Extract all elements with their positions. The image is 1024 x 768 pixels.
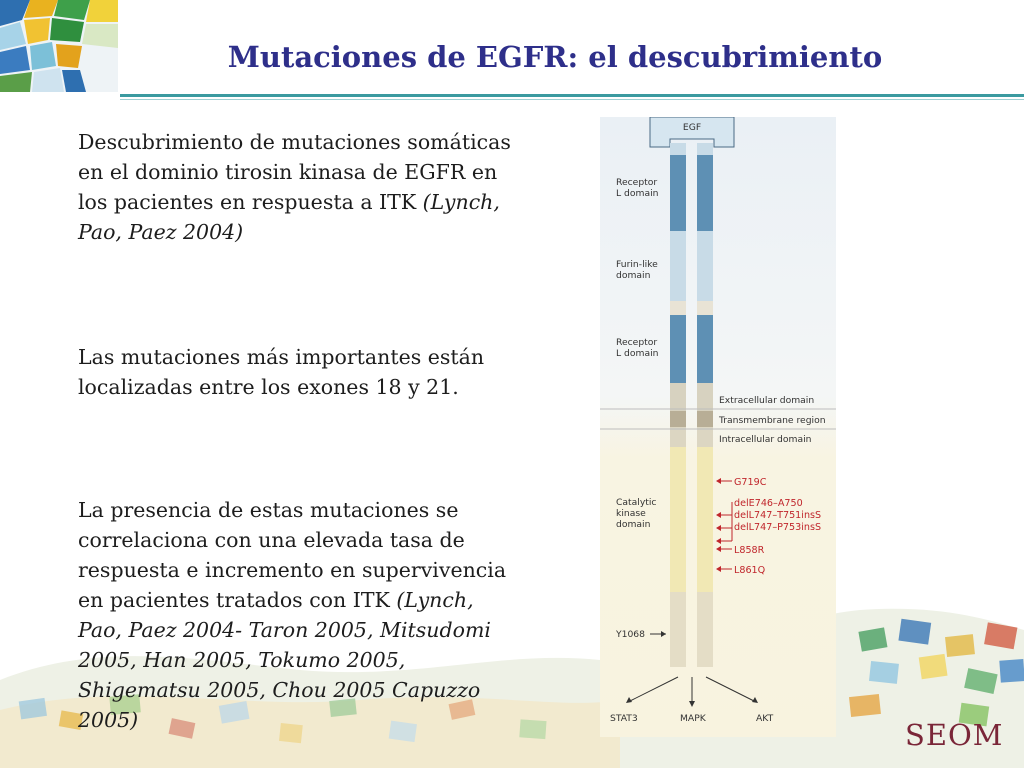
mosaic-decoration-top	[0, 0, 118, 92]
paragraph-text: La presencia de estas mutaciones se correlaciona con una elevada tasa de respuesta e incremento en supervivencia en pacientes tratados con ITK	[78, 498, 507, 612]
paragraph-exons	[78, 342, 518, 402]
label-receptor-l-domain-1: Receptor L domain	[616, 177, 659, 199]
paragraph-text: Las mutaciones más importantes están localizadas entre los exones 18 y 21.	[78, 345, 485, 399]
slide-title: Mutaciones de EGFR: el descubrimiento	[227, 40, 883, 74]
paragraph-discovery	[78, 127, 518, 247]
label-extracellular-domain: Extracellular domain	[719, 395, 815, 406]
pathway-mapk: MAPK	[680, 713, 706, 724]
mutation-g719c: G719C	[734, 477, 767, 488]
citation: (Lynch, Pao, Paez 2004)	[78, 190, 500, 244]
citation: (Lynch, Pao, Paez 2004- Taron 2005, Mitsudomi 2005, Han 2005, Tokumo 2005, Shigematsu 2005, Chou 2005 Capuzzo 2005)	[78, 588, 491, 732]
title-divider	[120, 94, 1024, 97]
figure-background	[600, 117, 836, 737]
mutation-dell747-t751inss: delL747–T751insS	[734, 510, 822, 521]
pathway-stat3: STAT3	[610, 713, 638, 724]
label-transmembrane-region: Transmembrane region	[719, 415, 826, 426]
mutation-dell747-p753inss: delL747–P753insS	[734, 522, 822, 533]
egfr-structure-figure	[600, 117, 836, 737]
label-y1068: Y1068	[616, 629, 645, 640]
receptor-strand-left	[670, 143, 686, 667]
pathway-akt: AKT	[756, 713, 774, 724]
label-furin-like-domain: Furin-like domain	[616, 259, 658, 281]
mutation-l861q: L861Q	[734, 565, 766, 576]
label-catalytic-kinase-domain: Catalytic kinase domain	[616, 497, 657, 530]
paragraph-correlation	[78, 495, 518, 735]
seom-logo: SEOM	[905, 718, 1004, 752]
title-divider-thin	[120, 99, 1024, 100]
receptor-strand-right	[697, 143, 713, 667]
mutation-dele746-a750: delE746–A750	[734, 498, 803, 509]
paragraph-text: Descubrimiento de mutaciones somáticas en el dominio tirosin kinasa de EGFR en los pacientes en respuesta a ITK	[78, 130, 511, 214]
mutation-l858r: L858R	[734, 545, 765, 556]
label-intracellular-domain: Intracellular domain	[719, 434, 812, 445]
egf-label: EGF	[682, 122, 702, 133]
label-receptor-l-domain-2: Receptor L domain	[616, 337, 659, 359]
